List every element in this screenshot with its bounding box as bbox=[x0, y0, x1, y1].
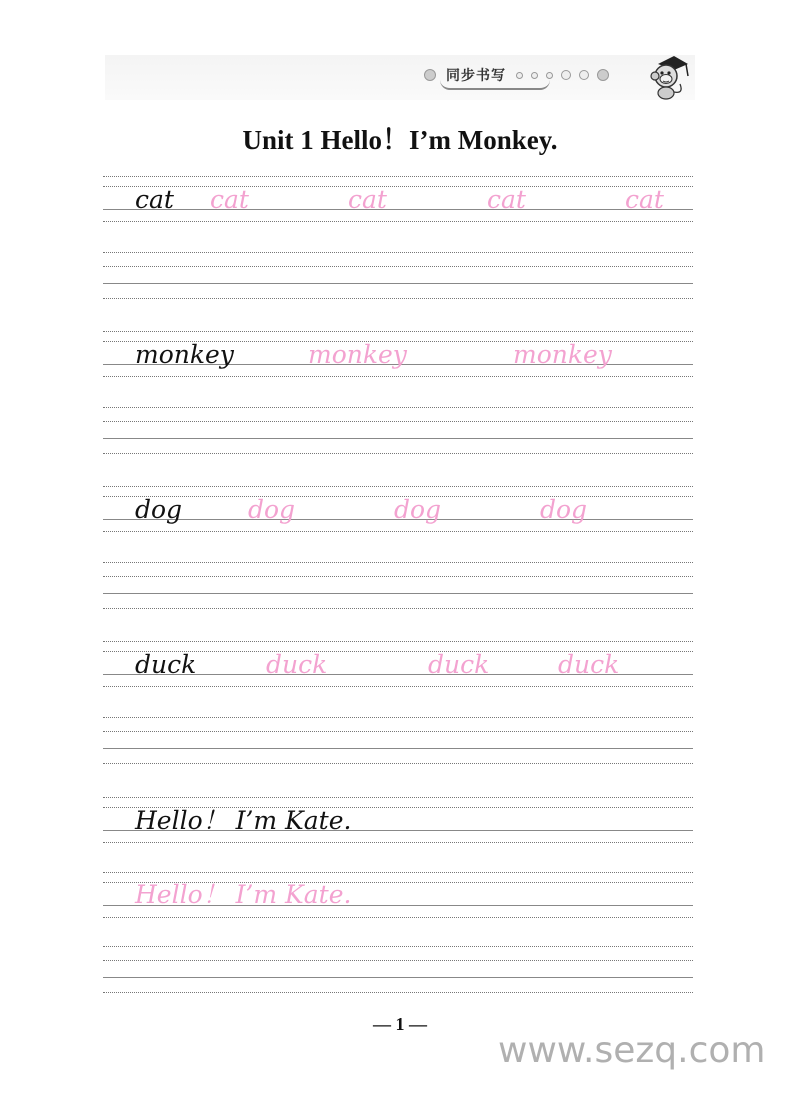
trace-word[interactable]: cat bbox=[487, 185, 526, 214]
trace-word[interactable]: duck bbox=[266, 650, 328, 679]
model-word: cat bbox=[135, 185, 174, 214]
sentence-trace-row bbox=[103, 872, 693, 912]
bead-icon bbox=[516, 72, 523, 79]
writing-row bbox=[103, 486, 693, 526]
trace-word[interactable]: duck bbox=[558, 650, 620, 679]
practice-row[interactable] bbox=[103, 717, 693, 757]
trace-word[interactable]: cat bbox=[625, 185, 664, 214]
writing-row bbox=[103, 176, 693, 216]
trace-word[interactable]: monkey bbox=[513, 340, 612, 369]
bead-icon bbox=[531, 72, 538, 79]
model-word: dog bbox=[135, 495, 183, 524]
header-label: 同步书写 bbox=[446, 68, 506, 84]
writing-row bbox=[103, 641, 693, 681]
unit-title: Unit 1 Hello！I’m Monkey. bbox=[242, 125, 558, 155]
bead-icon bbox=[546, 72, 553, 79]
monkey-mascot-icon bbox=[644, 52, 692, 100]
page-number: — 1 — bbox=[373, 1014, 427, 1034]
header-swoosh bbox=[440, 80, 550, 90]
practice-row[interactable] bbox=[103, 562, 693, 602]
bead-icon bbox=[597, 69, 609, 81]
trace-word[interactable]: dog bbox=[540, 495, 588, 524]
trace-word[interactable]: duck bbox=[428, 650, 490, 679]
model-sentence: Hello！ I’m Kate. bbox=[135, 806, 352, 835]
watermark: www.sezq.com bbox=[498, 1030, 766, 1071]
model-word: duck bbox=[135, 650, 197, 679]
practice-row[interactable] bbox=[103, 252, 693, 292]
sentence-row bbox=[103, 797, 693, 837]
practice-row[interactable] bbox=[103, 946, 693, 986]
bead-icon bbox=[579, 70, 589, 80]
trace-sentence[interactable]: Hello！ I’m Kate. bbox=[135, 880, 352, 909]
trace-word[interactable]: monkey bbox=[308, 340, 407, 369]
writing-row bbox=[103, 331, 693, 371]
trace-word[interactable]: cat bbox=[348, 185, 387, 214]
model-word: monkey bbox=[135, 340, 234, 369]
trace-word[interactable]: cat bbox=[210, 185, 249, 214]
bead-icon bbox=[561, 70, 571, 80]
bead-icon bbox=[424, 69, 436, 81]
trace-word[interactable]: dog bbox=[394, 495, 442, 524]
practice-row[interactable] bbox=[103, 407, 693, 447]
trace-word[interactable]: dog bbox=[248, 495, 296, 524]
